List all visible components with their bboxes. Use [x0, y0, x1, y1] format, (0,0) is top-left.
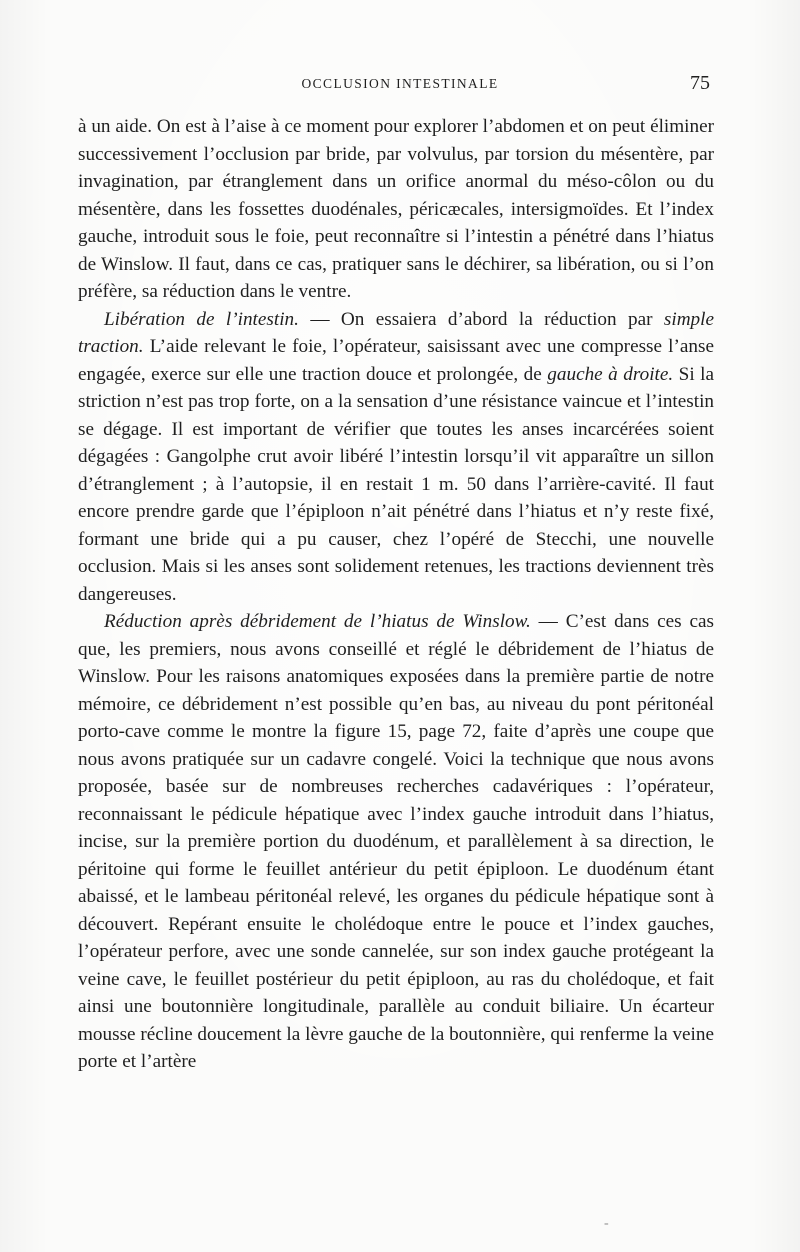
paragraph-2 [78, 306, 714, 609]
paragraph-2-text-c: Si la striction n’est pas trop forte, on a la sensation d’une résistance vaincue et l’intestin se dégage. Il est important de vérifier que toutes les anses incarcérées soient dégagées : Gangolphe crut avoir libéré l’intestin lorsqu’il vit apparaître un sillon d’étranglement ; à l’autopsie, il en restait 1 m. 50 dans l’arrière-cavité. Il faut encore prendre garde que l’épiploon n’ait pénétré dans l’hiatus et n’y reste fixé, formant une bride qui a pu causer, chez l’opéré de Stecchi, une nouvelle occlusion. Mais si les anses sont solidement retenues, les tractions deviennent très dangereuses. [78, 363, 714, 605]
paragraph-2-text-b: L’aide relevant le foie, l’opérateur, saisissant avec une compresse l’anse engagée, exerce sur elle une traction douce et prolongée, de [78, 336, 714, 385]
paragraph-3 [78, 608, 714, 1076]
emphasis-simple-traction: simple traction. [78, 308, 714, 357]
page-number: 75 [690, 72, 710, 94]
body-text [78, 113, 714, 1076]
running-head [80, 72, 720, 98]
paragraph-3-text: — C’est dans ces cas que, les premiers, nous avons conseillé et réglé le débridement de l’hiatus de Winslow. Pour les raisons anatomiques exposées dans la première partie de notre mémoire, ce débridement n’est possible qu’en bas, au niveau du pont péritonéal porto-cave comme le montre la figure 15, page 72, faite d’après une coupe que nous avons pratiquée sur un cadavre congelé. Voici la technique que nous avons proposée, basée sur de nombreuses recherches cadavériques : l’opérateur, reconnaissant le pédicule hépatique avec l’index gauche introduit dans l’hiatus, incise, sur la première portion du duodénum, et parallèlement à sa direction, le péritoine qui forme le feuillet antérieur du petit épiploon. Le duodénum étant abaissé, et le lambeau péritonéal relevé, les organes du pédicule hépatique sont à découvert. Repérant ensuite le cholédoque entre le pouce et l’index gauches, l’opérateur perfore, avec une sonde cannelée, sur son index gauche protégeant la veine cave, le feuillet postérieur du petit épiploon, au ras du cholédoque, et fait ainsi une boutonnière longitudinale, parallèle au conduit biliaire. Un écarteur mousse récline doucement la lèvre gauche de la boutonnière, qui renferme la veine porte et l’artère [78, 611, 714, 1072]
paragraph-2-text-a: — On essaiera d’abord la réduction par [298, 308, 664, 330]
paragraph-1: à un aide. On est à l’aise à ce moment pour explorer l’abdomen et on peut éliminer successivement l’occlusion par bride, par volvulus, par torsion du mésentère, par invagination, par étranglement dans un orifice anormal du méso-côlon ou du mésentère, dans les fossettes duodénales, péricæcales, intersigmoïdes. Et l’index gauche, introduit sous le foie, peut reconnaître si l’intestin a pénétré dans l’hiatus de Winslow. Il faut, dans ce cas, pratiquer sans le déchirer, sa libération, ou si l’on préfère, sa réduction dans le ventre. [78, 116, 714, 302]
section-heading-liberation: Libération de l’intestin. [104, 308, 299, 330]
section-heading-reduction: Réduction après débridement de l’hiatus de Winslow. [104, 611, 531, 632]
running-title: OCCLUSION INTESTINALE [301, 76, 499, 91]
emphasis-gauche-a-droite: gauche à droite. [547, 363, 674, 385]
footer-mark: - [604, 1216, 609, 1231]
